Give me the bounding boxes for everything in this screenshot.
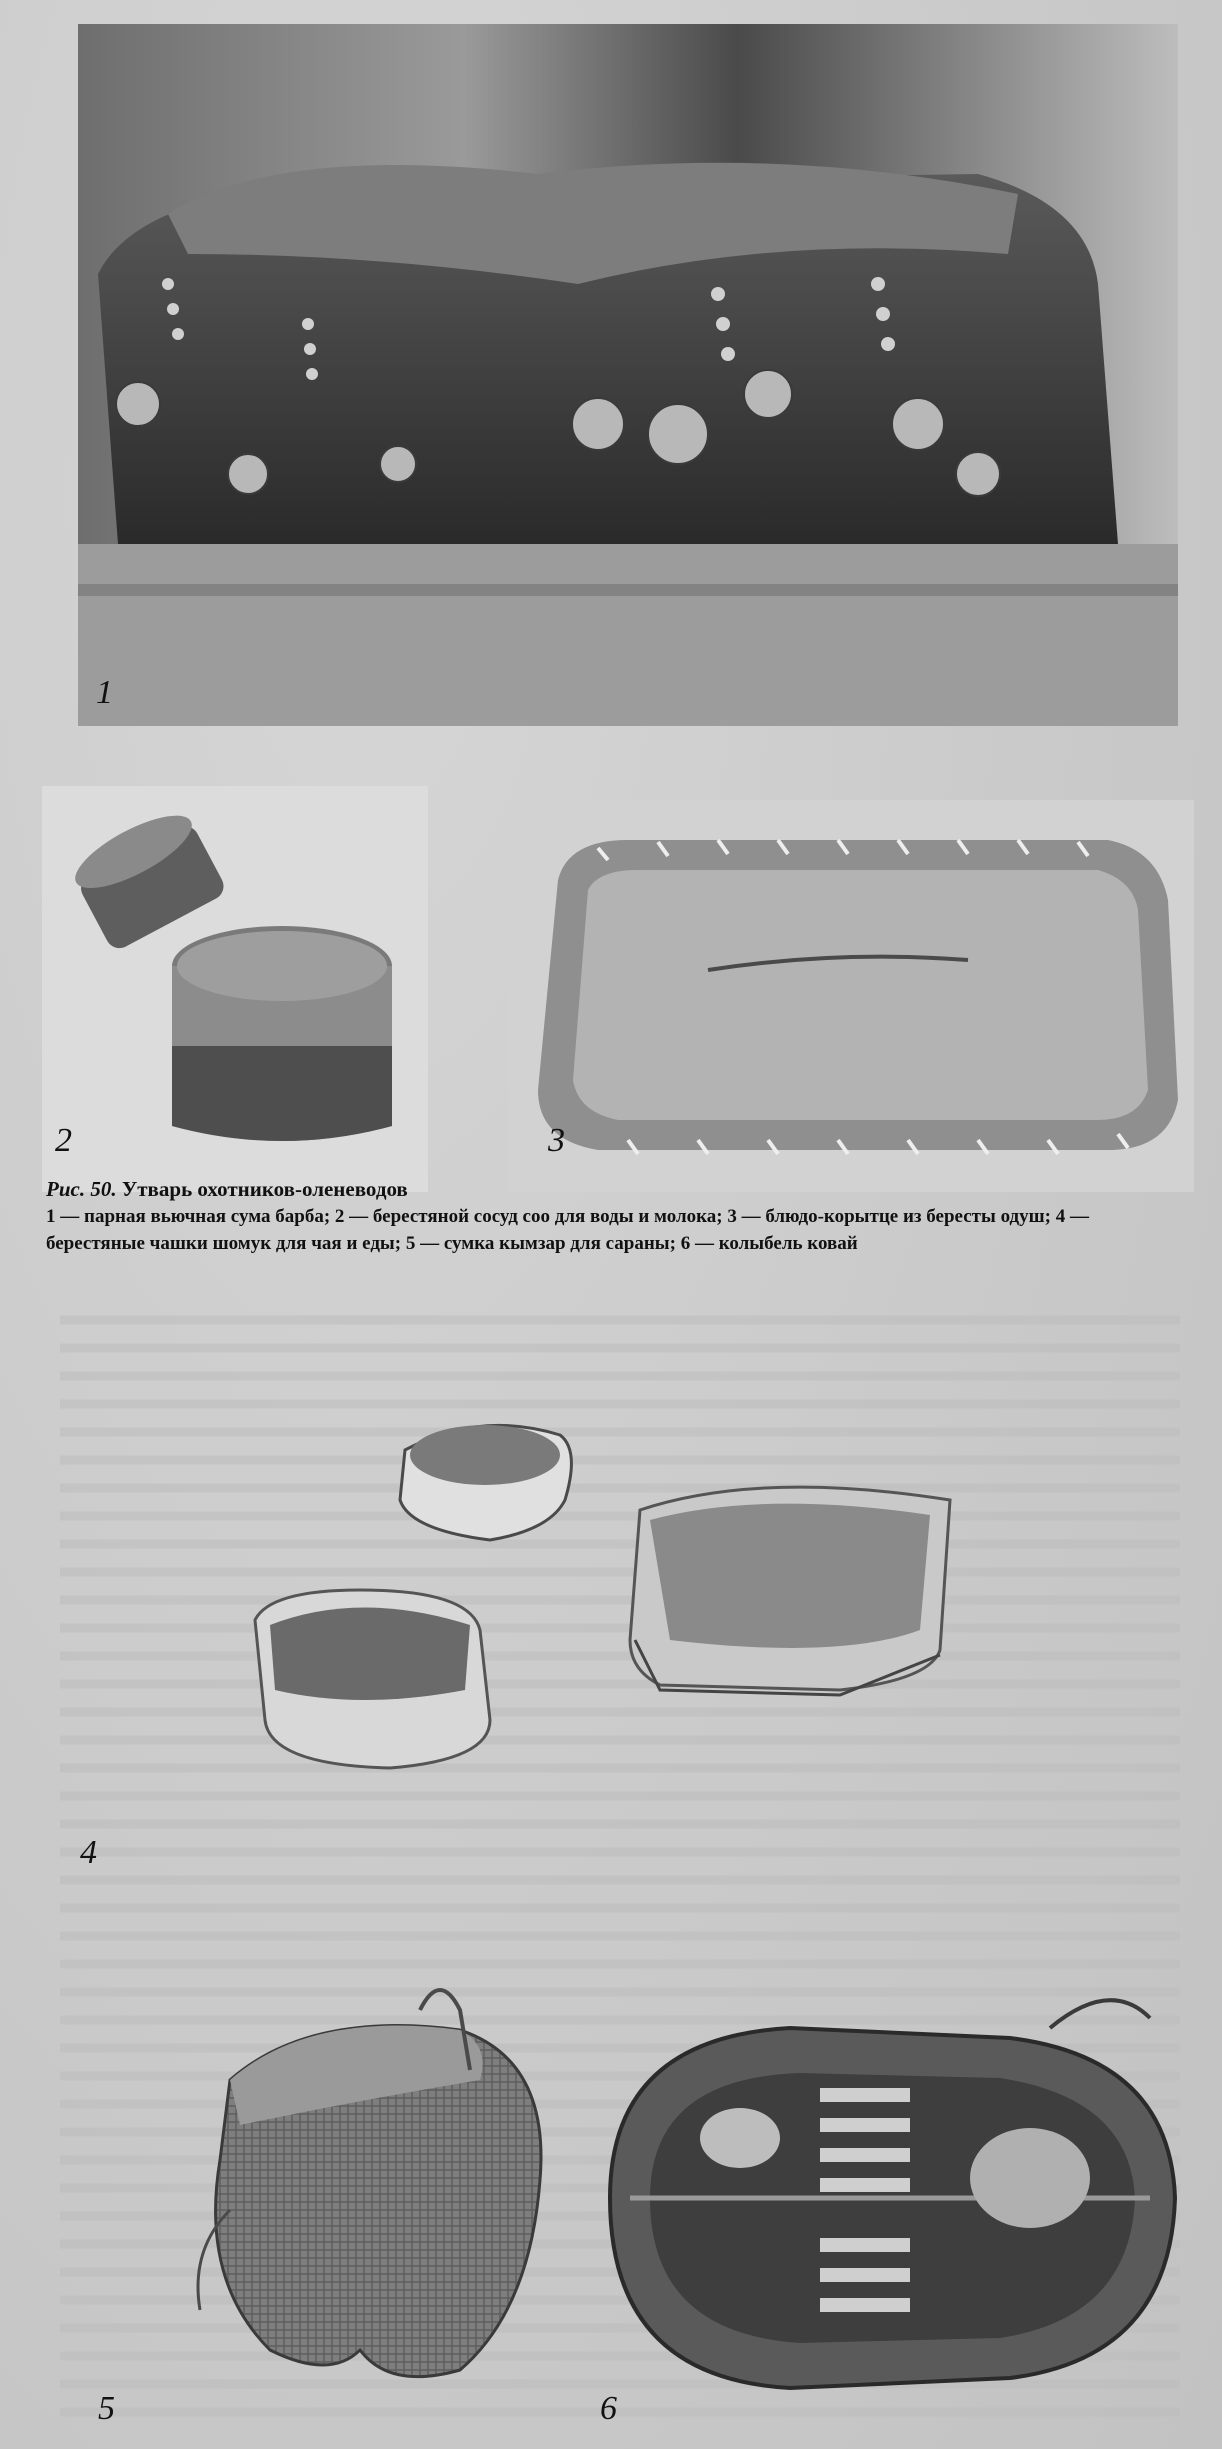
photo-4-number: 4 [80,1834,97,1871]
photo-3-tray [508,800,1194,1192]
photo-6-cradle [590,1978,1190,2418]
photo-5-number: 5 [98,2390,115,2427]
figure-caption [46,1176,1186,1257]
figure-label: Рис. 50. [46,1177,117,1201]
caption-title-line [46,1176,1186,1203]
photo-5-bag [160,1950,580,2390]
photo-1-bag [78,24,1178,726]
photo-2-vessel [42,786,428,1192]
caption-legend: 1 — парная вьючная сума барба; 2 — берестяной сосуд соо для воды и молока; 3 — блюдо-корытце из бересты одуш; 4 — берестяные чашки шомук для чая и еды; 5 — сумка кымзар для сараны; 6 — колыбель ковай [46,1206,1090,1254]
figure-title: Утварь охотников-оленеводов [121,1177,408,1201]
photo-6-number: 6 [600,2390,617,2427]
photo-4-cups [240,1390,960,1910]
photo-3-number: 3 [548,1122,565,1159]
photo-2-number: 2 [55,1122,72,1159]
photo-1-number: 1 [96,674,113,711]
